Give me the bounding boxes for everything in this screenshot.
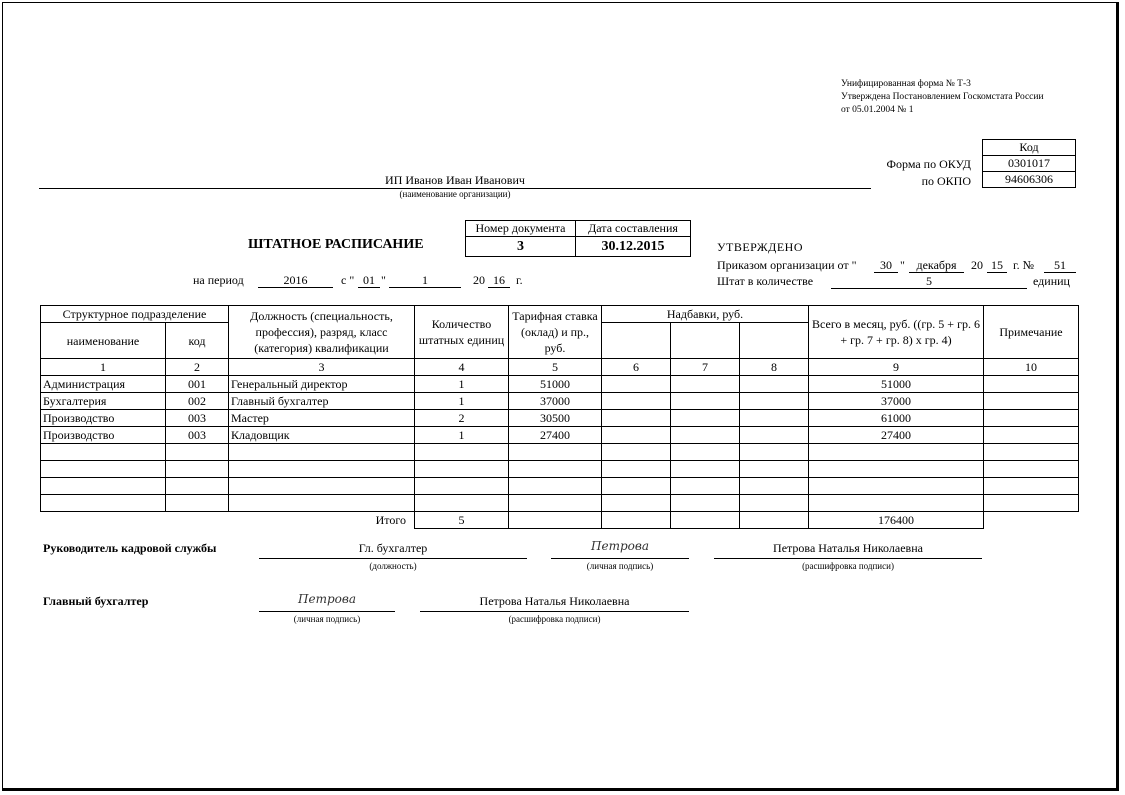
accountant-label: Главный бухгалтер [43, 594, 149, 608]
document-title: ШТАТНОЕ РАСПИСАНИЕ [248, 237, 424, 252]
column-number: 8 [740, 359, 809, 376]
cell-name: Производство [41, 410, 166, 427]
doc-number-label: Номер документа [466, 221, 576, 237]
cell-empty [809, 478, 984, 495]
column-number: 5 [509, 359, 602, 376]
cell-empty [229, 495, 415, 512]
codes-header: Код [983, 140, 1076, 156]
cell-a6 [602, 376, 671, 393]
cell-code: 002 [166, 393, 229, 410]
column-number: 7 [671, 359, 740, 376]
header-division-code: код [166, 323, 229, 359]
doc-date-label: Дата составления [576, 221, 691, 237]
cell-empty [671, 478, 740, 495]
cell-name: Администрация [41, 376, 166, 393]
okud-value: 0301017 [983, 156, 1076, 172]
hr-name-caption: (расшифровка подписи) [802, 561, 894, 571]
cell-position: Мастер [229, 410, 415, 427]
totals-total: 176400 [809, 512, 984, 529]
cell-empty [984, 478, 1079, 495]
cell-units: 1 [415, 376, 509, 393]
acc-name-caption: (расшифровка подписи) [508, 614, 601, 624]
hr-position: Гл. бухгалтер [259, 541, 527, 559]
cell-empty [166, 444, 229, 461]
staff-schedule-table [40, 305, 1079, 529]
period-month: 1 [389, 273, 461, 288]
cell-empty [602, 495, 671, 512]
cell-code: 001 [166, 376, 229, 393]
cell-empty [602, 478, 671, 495]
cell-rate: 30500 [509, 410, 602, 427]
column-number: 1 [41, 359, 166, 376]
header-division: Структурное подразделение [41, 306, 229, 323]
cell-empty [740, 495, 809, 512]
cell-empty [509, 444, 602, 461]
cell-empty [671, 461, 740, 478]
cell-note [984, 427, 1079, 444]
cell-empty [740, 478, 809, 495]
cell-code: 003 [166, 410, 229, 427]
approval-order-no: 51 [1044, 258, 1076, 273]
table-row [41, 393, 1079, 410]
cell-a8 [740, 393, 809, 410]
period-day: 01 [358, 273, 380, 288]
cell-note [984, 393, 1079, 410]
cell-position: Главный бухгалтер [229, 393, 415, 410]
cell-empty [984, 461, 1079, 478]
totals-note [984, 512, 1079, 529]
cell-empty [229, 478, 415, 495]
staff-label: Штат в количестве [717, 274, 814, 288]
cell-rate: 51000 [509, 376, 602, 393]
cell-name: Бухгалтерия [41, 393, 166, 410]
cell-empty [41, 495, 166, 512]
cell-empty [166, 495, 229, 512]
cell-rate: 27400 [509, 427, 602, 444]
codes-table [982, 139, 1076, 188]
header-allowance-7 [671, 323, 740, 359]
cell-a6 [602, 427, 671, 444]
cell-empty [809, 444, 984, 461]
period-year-prefix: 20 [473, 273, 485, 287]
period-from-label: с " [341, 273, 355, 287]
approval-quote: " [900, 258, 905, 272]
cell-name: Производство [41, 427, 166, 444]
approval-year-suffix: 15 [987, 258, 1007, 273]
cell-total: 61000 [809, 410, 984, 427]
cell-empty [509, 478, 602, 495]
header-allowances: Надбавки, руб. [602, 306, 809, 323]
cell-a7 [671, 427, 740, 444]
approval-title: УТВЕРЖДЕНО [717, 240, 804, 254]
cell-code: 003 [166, 427, 229, 444]
table-row [41, 427, 1079, 444]
cell-empty [984, 444, 1079, 461]
cell-empty [415, 444, 509, 461]
cell-empty [166, 478, 229, 495]
column-number: 6 [602, 359, 671, 376]
cell-empty [740, 444, 809, 461]
column-number: 3 [229, 359, 415, 376]
header-division-name: наименование [41, 323, 166, 359]
totals-label: Итого [375, 513, 406, 528]
cell-empty [41, 478, 166, 495]
cell-note [984, 410, 1079, 427]
cell-empty [809, 461, 984, 478]
totals-row [41, 512, 1079, 529]
staff-unit: единиц [1033, 274, 1070, 288]
period-year-suffix: 16 [488, 273, 510, 288]
okud-label: Форма по ОКУД [886, 157, 971, 171]
cell-empty [671, 495, 740, 512]
totals-rate [509, 512, 602, 529]
cell-empty [509, 461, 602, 478]
cell-empty [509, 495, 602, 512]
table-row [41, 376, 1079, 393]
cell-total: 37000 [809, 393, 984, 410]
totals-a7 [671, 512, 740, 529]
cell-a7 [671, 393, 740, 410]
cell-empty [984, 495, 1079, 512]
cell-empty [415, 478, 509, 495]
form-header-note [841, 78, 1044, 117]
acc-signature: Петрова [259, 592, 395, 612]
table-row-empty [41, 461, 1079, 478]
totals-a8 [740, 512, 809, 529]
table-row [41, 410, 1079, 427]
okpo-label: по ОКПО [921, 174, 971, 188]
cell-position: Генеральный директор [229, 376, 415, 393]
totals-units: 5 [415, 512, 509, 529]
cell-units: 1 [415, 427, 509, 444]
table-row-empty [41, 478, 1079, 495]
acc-name: Петрова Наталья Николаевна [420, 594, 689, 612]
period-years: 2016 [258, 273, 333, 288]
totals-a6 [602, 512, 671, 529]
approval-order-day: 30 [874, 258, 898, 273]
cell-empty [41, 444, 166, 461]
cell-a6 [602, 410, 671, 427]
cell-empty [415, 495, 509, 512]
organization-name: ИП Иванов Иван Иванович [39, 173, 871, 189]
cell-rate: 37000 [509, 393, 602, 410]
acc-signature-caption: (личная подпись) [293, 614, 361, 624]
okpo-value: 94606306 [983, 172, 1076, 188]
doc-number: 3 [466, 237, 576, 257]
header-allowance-6 [602, 323, 671, 359]
column-number: 10 [984, 359, 1079, 376]
cell-empty [229, 444, 415, 461]
hr-head-label: Руководитель кадровой службы [43, 541, 217, 555]
header-note: Примечание [984, 306, 1079, 359]
approval-order-label: Приказом организации от " [717, 258, 857, 272]
cell-empty [740, 461, 809, 478]
cell-units: 2 [415, 410, 509, 427]
cell-empty [671, 444, 740, 461]
cell-a8 [740, 427, 809, 444]
column-number: 4 [415, 359, 509, 376]
approval-order-month: декабря [909, 258, 964, 273]
cell-a6 [602, 393, 671, 410]
form-header-line3: от 05.01.2004 № 1 [841, 105, 914, 115]
header-rate: Тарифная ставка (оклад) и пр., руб. [509, 306, 602, 359]
cell-empty [809, 495, 984, 512]
cell-empty [41, 461, 166, 478]
header-position: Должность (специальность, профессия), разряд, класс (категория) квалификации [229, 306, 415, 359]
cell-empty [229, 461, 415, 478]
table-row-empty [41, 444, 1079, 461]
table-row-empty [41, 495, 1079, 512]
staff-count: 5 [831, 274, 1027, 289]
cell-total: 51000 [809, 376, 984, 393]
header-total: Всего в месяц, руб. ((гр. 5 + гр. 6 + гр. 7 + гр. 8) х гр. 4) [809, 306, 984, 359]
doc-date: 30.12.2015 [576, 237, 691, 257]
column-number: 2 [166, 359, 229, 376]
organization-caption: (наименование организации) [399, 189, 511, 199]
hr-name: Петрова Наталья Николаевна [714, 541, 982, 559]
cell-a8 [740, 410, 809, 427]
approval-order-no-label: г. № [1013, 258, 1035, 272]
form-header-line2: Утверждена Постановлением Госкомстата России [841, 92, 1044, 102]
form-header-line1: Унифицированная форма № Т-3 [841, 79, 971, 89]
hr-signature-caption: (личная подпись) [586, 561, 654, 571]
document-page [2, 2, 1119, 791]
cell-empty [602, 444, 671, 461]
cell-a7 [671, 376, 740, 393]
approval-year-prefix: 20 [971, 258, 983, 272]
header-units: Количество штатных единиц [415, 306, 509, 359]
cell-a8 [740, 376, 809, 393]
cell-note [984, 376, 1079, 393]
cell-empty [602, 461, 671, 478]
period-quote: " [381, 273, 386, 287]
cell-position: Кладовщик [229, 427, 415, 444]
header-allowance-8 [740, 323, 809, 359]
cell-empty [166, 461, 229, 478]
hr-signature: Петрова [551, 539, 689, 559]
document-number-date-table [465, 220, 691, 257]
period-label: на период [193, 273, 244, 287]
period-year-label: г. [516, 273, 523, 287]
cell-total: 27400 [809, 427, 984, 444]
column-number: 9 [809, 359, 984, 376]
cell-units: 1 [415, 393, 509, 410]
hr-position-caption: (должность) [369, 561, 417, 571]
cell-a7 [671, 410, 740, 427]
column-numbers-row [41, 359, 1079, 376]
cell-empty [415, 461, 509, 478]
